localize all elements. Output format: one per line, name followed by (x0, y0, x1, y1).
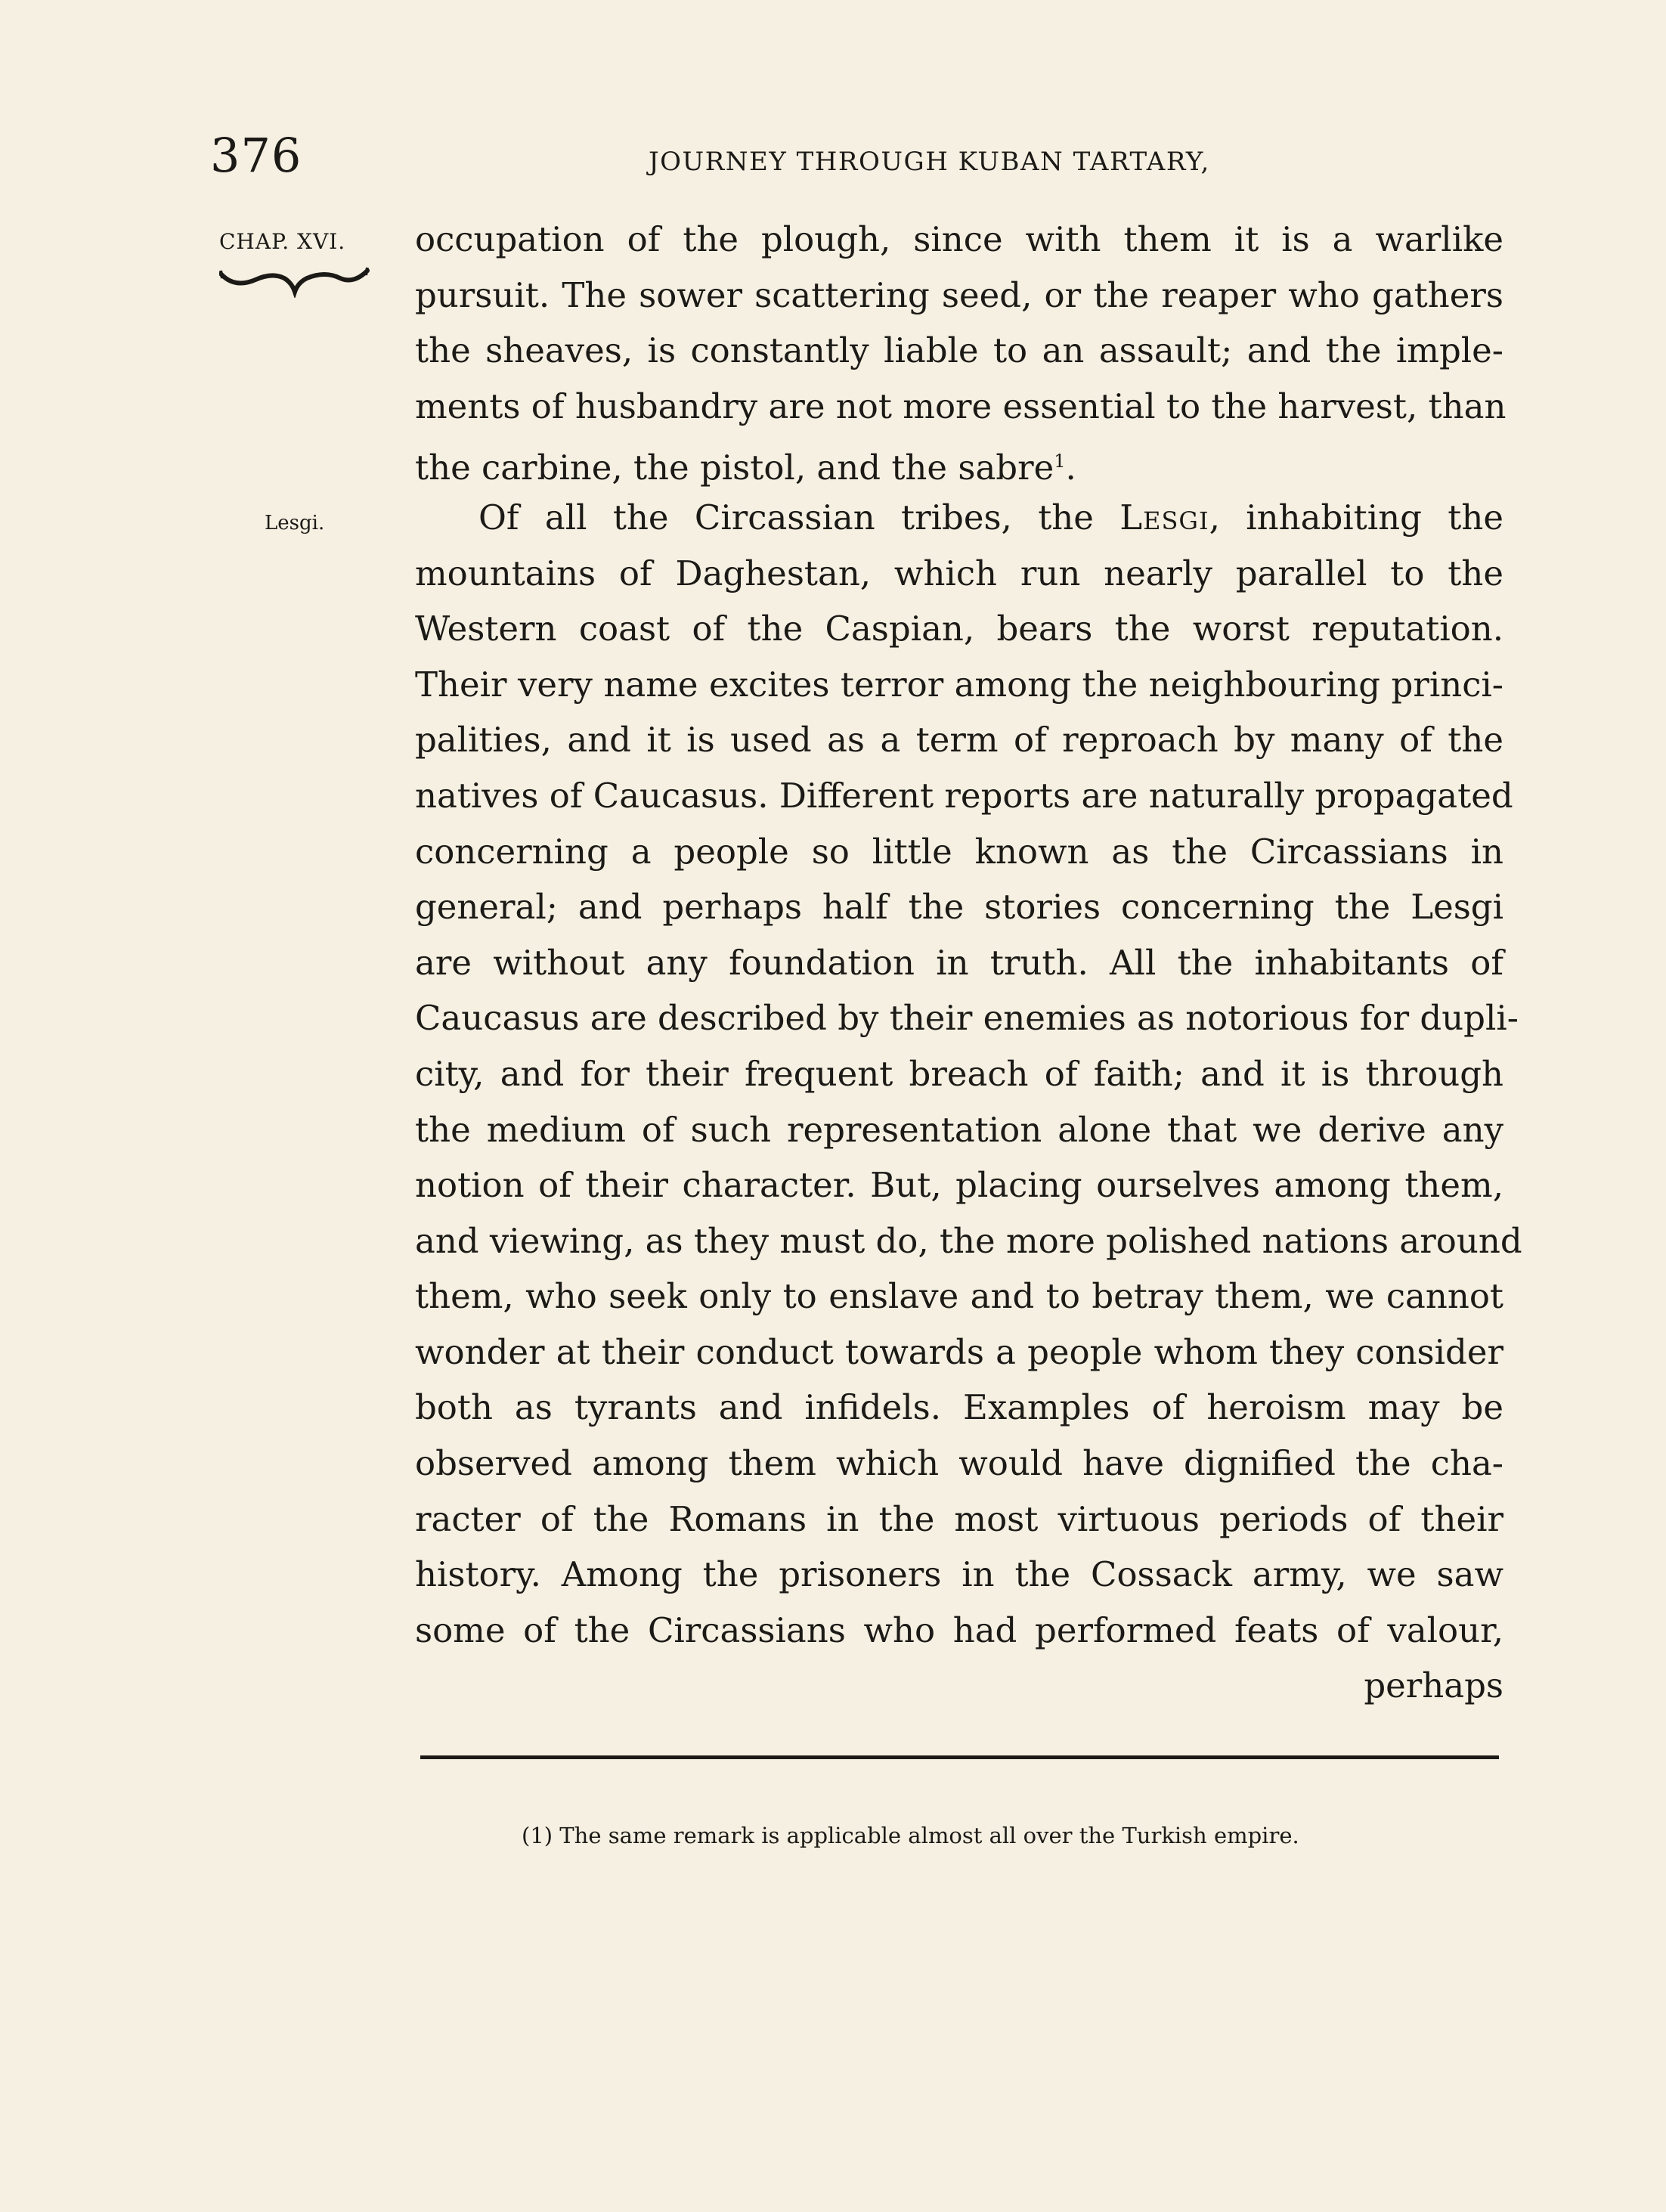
text-line: palities, and it is used as a term of reproach by many of the (415, 720, 1503, 761)
text-line: Western coast of the Caspian, bears the worst reputation. (415, 609, 1503, 649)
text-line: the medium of such representation alone that we derive any (415, 1109, 1503, 1150)
text-line: mountains of Daghestan, which run nearly parallel to the (415, 553, 1503, 593)
page-number: 376 (210, 128, 302, 183)
text-line: are without any foundation in truth. All the inhabitants of (415, 942, 1503, 983)
text-line (415, 490, 1503, 546)
text-segment: . (1065, 448, 1076, 488)
text-line (415, 434, 1503, 490)
text-segment: Of all the Circassian tribes, the (478, 497, 1120, 538)
text-line: ments of husbandry are not more essential to the harvest, than (415, 386, 1507, 426)
text-line: concerning a people so little known as the Circassians in (415, 831, 1503, 872)
text-segment: the carbine, the pistol, and the sabre (415, 448, 1054, 488)
text-line: wonder at their conduct towards a people whom they consider (415, 1331, 1503, 1372)
footnote-reference: 1 (1054, 451, 1066, 472)
text-line: racter of the Romans in the most virtuous periods of their (415, 1498, 1503, 1539)
catchword: perhaps (1364, 1665, 1503, 1706)
ornament-flourish-icon (219, 263, 370, 298)
text-line: notion of their character. But, placing ourselves among them, (415, 1165, 1503, 1206)
text-segment: , inhabiting the (1209, 497, 1503, 538)
text-line: and viewing, as they must do, the more polished nations around (415, 1220, 1522, 1261)
text-line: natives of Caucasus. Different reports are naturally propagated (415, 775, 1513, 816)
text-line: occupation of the plough, since with them it is a warlike (415, 219, 1503, 259)
text-line: city, and for their frequent breach of faith; and it is through (415, 1053, 1503, 1094)
text-line: some of the Circassians who had performed feats of valour, (415, 1609, 1503, 1650)
text-line: Caucasus are described by their enemies as notorious for dupli- (415, 998, 1519, 1039)
marginal-note-lesgi: Lesgi. (265, 512, 325, 534)
text-line: the sheaves, is constantly liable to an assault; and the imple- (415, 330, 1503, 371)
footnote: (1) The same remark is applicable almost all over the Turkish empire. (522, 1823, 1299, 1848)
text-line: pursuit. The sower scattering seed, or the reaper who gathers (415, 274, 1503, 315)
main-text (415, 212, 1522, 1714)
text-line: history. Among the prisoners in the Cossack army, we saw (415, 1554, 1503, 1595)
text-line: them, who seek only to enslave and to betray them, we cannot (415, 1276, 1503, 1317)
text-line: observed among them which would have dignified the cha- (415, 1443, 1503, 1484)
text-line: both as tyrants and infidels. Examples of heroism may be (415, 1387, 1503, 1428)
text-line: Their very name excites terror among the neighbouring princi- (415, 664, 1503, 705)
footnote-divider (420, 1755, 1499, 1759)
text-line: general; and perhaps half the stories concerning the Lesgi (415, 887, 1503, 928)
tribe-name: Lesgi (1119, 497, 1209, 538)
chapter-label: CHAP. XVI. (219, 229, 346, 254)
running-title: JOURNEY THROUGH KUBAN TARTARY, (649, 147, 1210, 177)
